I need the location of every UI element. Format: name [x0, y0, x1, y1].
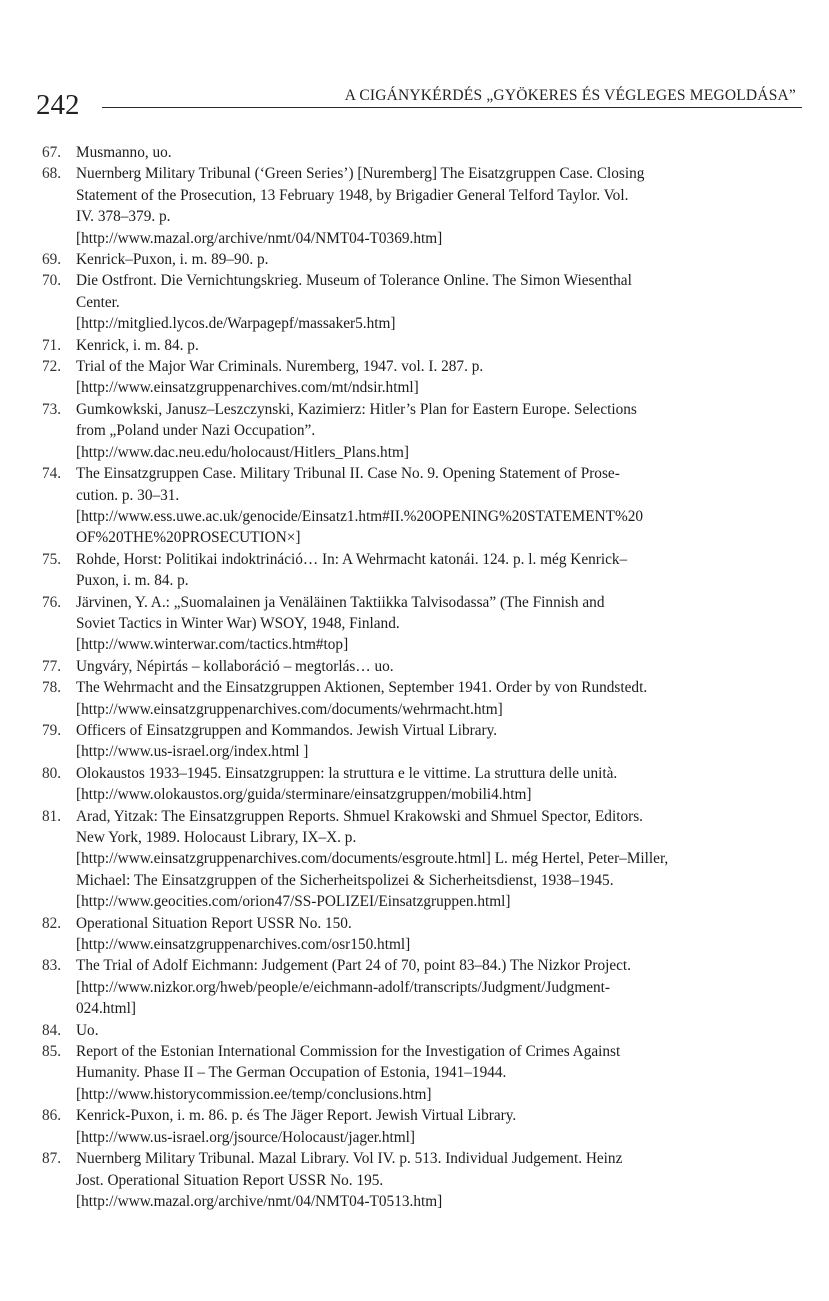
footnote-text — [76, 763, 796, 806]
footnote-text — [76, 913, 796, 956]
footnote-number: 75. — [42, 550, 62, 568]
footnote-line: [http://www.mazal.org/archive/nmt/04/NMT04-T0369.htm] — [76, 229, 443, 247]
footnote-text — [76, 677, 796, 720]
footnote-text — [76, 1105, 796, 1148]
footnote-line: Puxon, i. m. 84. p. — [76, 572, 189, 590]
footnote-number: 82. — [42, 914, 62, 932]
footnote-line: [http://www.us-israel.org/index.html ] — [76, 743, 309, 761]
footnote-line: [http://www.dac.neu.edu/holocaust/Hitlers_Plans.htm] — [76, 443, 409, 461]
footnote-number: 73. — [42, 400, 62, 418]
footnote-line: [http://www.historycommission.ee/temp/conclusions.htm] — [76, 1085, 432, 1103]
footnote-line: [http://www.einsatzgruppenarchives.com/mt/ndsir.html] — [76, 379, 419, 397]
footnote-line: New York, 1989. Holocaust Library, IX–X. p. — [76, 829, 357, 846]
footnote-line: Trial of the Major War Criminals. Nuremberg, 1947. vol. I. 287. p. — [76, 358, 484, 376]
footnote-text — [76, 399, 796, 463]
footnote-number: 87. — [42, 1150, 62, 1168]
footnote-line: [http://www.mazal.org/archive/nmt/04/NMT04-T0513.htm] — [76, 1192, 443, 1210]
footnote-text — [76, 142, 796, 163]
footnote-text — [76, 806, 796, 913]
footnote-text — [76, 720, 796, 763]
footnote-number: 79. — [42, 721, 62, 739]
footnote-line: Report of the Estonian International Commission for the Investigation of Crimes Against — [76, 1043, 621, 1061]
header-rule — [102, 107, 802, 108]
footnote-line: Ungváry, Népirtás – kollaboráció – megtorlás… uo. — [76, 657, 394, 675]
footnote-text — [76, 463, 796, 549]
footnote-number: 84. — [42, 1021, 62, 1039]
page-number: 242 — [36, 89, 80, 121]
footnote-text — [76, 163, 796, 249]
footnote-line: Center. — [76, 293, 120, 311]
footnote-line: Rohde, Horst: Politikai indoktrináció… In: A Wehrmacht katonái. 124. p. l. még Kenrick– — [76, 550, 628, 568]
footnote-line: [http://www.einsatzgruppenarchives.com/documents/esgroute.html] L. még Hertel, Peter–Miller, — [76, 850, 669, 868]
footnote-text — [76, 1148, 796, 1212]
footnote-line: Officers of Einsatzgruppen and Kommandos. Jewish Virtual Library. — [76, 721, 498, 739]
footnote-line: Kenrick-Puxon, i. m. 86. p. és The Jäger Report. Jewish Virtual Library. — [76, 1107, 517, 1125]
footnote-item — [42, 335, 796, 356]
footnote-line: [http://www.nizkor.org/hweb/people/e/eichmann-adolf/transcripts/Judgment/Judgment- — [76, 978, 611, 996]
footnote-line: [http://www.einsatzgruppenarchives.com/osr150.html] — [76, 936, 411, 954]
footnote-item — [42, 806, 796, 913]
footnote-number: 81. — [42, 807, 62, 825]
footnote-line: Humanity. Phase II – The German Occupation of Estonia, 1941–1944. — [76, 1064, 507, 1082]
footnote-item — [42, 1148, 796, 1212]
footnote-number: 86. — [42, 1107, 62, 1125]
footnote-item — [42, 463, 796, 549]
footnote-line: Operational Situation Report USSR No. 150. — [76, 914, 352, 932]
footnote-list — [42, 142, 796, 1212]
footnote-line: Statement of the Prosecution, 13 February 1948, by Brigadier General Telford Taylor. Vol. — [76, 186, 629, 204]
footnote-line: Arad, Yitzak: The Einsatzgruppen Reports. Shmuel Krakowski and Shmuel Spector, Editors. — [76, 807, 643, 825]
footnote-number: 77. — [42, 657, 62, 675]
footnote-line: IV. 378–379. p. — [76, 208, 171, 226]
footnote-line: Jost. Operational Situation Report USSR No. 195. — [76, 1171, 384, 1189]
footnote-text — [76, 1020, 796, 1041]
footnote-number: 69. — [42, 251, 62, 269]
footnote-text — [76, 549, 796, 592]
footnote-item — [42, 592, 796, 656]
footnote-line: [http://www.einsatzgruppenarchives.com/documents/wehrmacht.htm] — [76, 700, 503, 718]
footnote-line: Gumkowkski, Janusz–Leszczynski, Kazimierz: Hitler’s Plan for Eastern Europe. Selections — [76, 400, 637, 418]
footnote-line: Kenrick–Puxon, i. m. 89–90. p. — [76, 251, 269, 269]
footnote-line: Uo. — [76, 1021, 99, 1039]
footnote-line: [http://mitglied.lycos.de/Warpagepf/massaker5.htm] — [76, 315, 396, 333]
footnote-line: Soviet Tactics in Winter War) WSOY, 1948, Finland. — [76, 614, 400, 632]
footnote-number: 83. — [42, 957, 62, 975]
footnote-line: The Einsatzgruppen Case. Military Tribunal II. Case No. 9. Opening Statement of Prose- — [76, 465, 620, 483]
footnote-number: 71. — [42, 336, 62, 354]
footnote-number: 78. — [42, 679, 62, 697]
footnote-line: OF%20THE%20PROSECUTION×] — [76, 529, 301, 547]
footnote-line: Die Ostfront. Die Vernichtungskrieg. Museum of Tolerance Online. The Simon Wiesenthal — [76, 272, 632, 290]
footnote-line: [http://www.us-israel.org/jsource/Holocaust/jager.html] — [76, 1128, 416, 1146]
footnote-item — [42, 720, 796, 763]
footnote-item — [42, 677, 796, 720]
footnote-text — [76, 1041, 796, 1105]
footnote-item — [42, 1105, 796, 1148]
footnote-number: 85. — [42, 1043, 62, 1061]
footnote-number: 74. — [42, 465, 62, 483]
footnote-line: Kenrick, i. m. 84. p. — [76, 336, 199, 354]
footnote-number: 72. — [42, 358, 62, 376]
footnote-number: 67. — [42, 144, 62, 161]
footnote-line: from „Poland under Nazi Occupation”. — [76, 422, 316, 440]
page-header — [36, 82, 802, 126]
running-title: A CIGÁNYKÉRDÉS „GYÖKERES ÉS VÉGLEGES MEGOLDÁSA” — [344, 87, 796, 104]
footnote-text — [76, 356, 796, 399]
footnote-number: 76. — [42, 593, 62, 611]
footnote-line: Nuernberg Military Tribunal. Mazal Library. Vol IV. p. 513. Individual Judgement. Heinz — [76, 1150, 623, 1168]
footnote-item — [42, 955, 796, 1019]
footnote-item — [42, 356, 796, 399]
footnote-item — [42, 249, 796, 270]
footnote-text — [76, 656, 796, 677]
footnote-text — [76, 335, 796, 356]
footnote-line: [http://www.geocities.com/orion47/SS-POLIZEI/Einsatzgruppen.html] — [76, 893, 511, 911]
footnote-item — [42, 163, 796, 249]
footnote-text — [76, 592, 796, 656]
footnote-item — [42, 763, 796, 806]
footnote-item — [42, 1041, 796, 1105]
footnote-line: Nuernberg Military Tribunal (‘Green Series’) [Nuremberg] The Eisatzgruppen Case. Closing — [76, 165, 645, 183]
footnote-line: Musmanno, uo. — [76, 144, 172, 161]
footnote-line: [http://www.ess.uwe.ac.uk/genocide/Einsatz1.htm#II.%20OPENING%20STATEMENT%20 — [76, 507, 644, 525]
footnote-line: [http://www.olokaustos.org/guida/sterminare/einsatzgruppen/mobili4.htm] — [76, 786, 532, 804]
footnote-line: [http://www.winterwar.com/tactics.htm#top] — [76, 636, 349, 654]
footnote-line: The Wehrmacht and the Einsatzgruppen Aktionen, September 1941. Order by von Rundstedt. — [76, 679, 648, 697]
footnote-text — [76, 955, 796, 1019]
footnote-number: 80. — [42, 764, 62, 782]
footnote-item — [42, 549, 796, 592]
footnote-line: Michael: The Einsatzgruppen of the Sicherheitspolizei & Sicherheitsdienst, 1938–1945. — [76, 871, 614, 889]
footnote-number: 70. — [42, 272, 62, 290]
footnote-number: 68. — [42, 165, 62, 183]
footnote-line: 024.html] — [76, 1000, 136, 1018]
footnote-item — [42, 399, 796, 463]
footnote-line: The Trial of Adolf Eichmann: Judgement (Part 24 of 70, point 83–84.) The Nizkor Project. — [76, 957, 631, 975]
footnote-text — [76, 270, 796, 334]
footnote-item — [42, 270, 796, 334]
footnote-line: cution. p. 30–31. — [76, 486, 180, 504]
footnote-item — [42, 913, 796, 956]
footnote-item — [42, 656, 796, 677]
footnote-item — [42, 142, 796, 163]
footnote-text — [76, 249, 796, 270]
footnote-line: Olokaustos 1933–1945. Einsatzgruppen: la struttura e le vittime. La struttura delle unità. — [76, 764, 618, 782]
footnote-item — [42, 1020, 796, 1041]
footnote-line: Järvinen, Y. A.: „Suomalainen ja Venäläinen Taktiikka Talvisodassa” (The Finnish and — [76, 593, 605, 611]
